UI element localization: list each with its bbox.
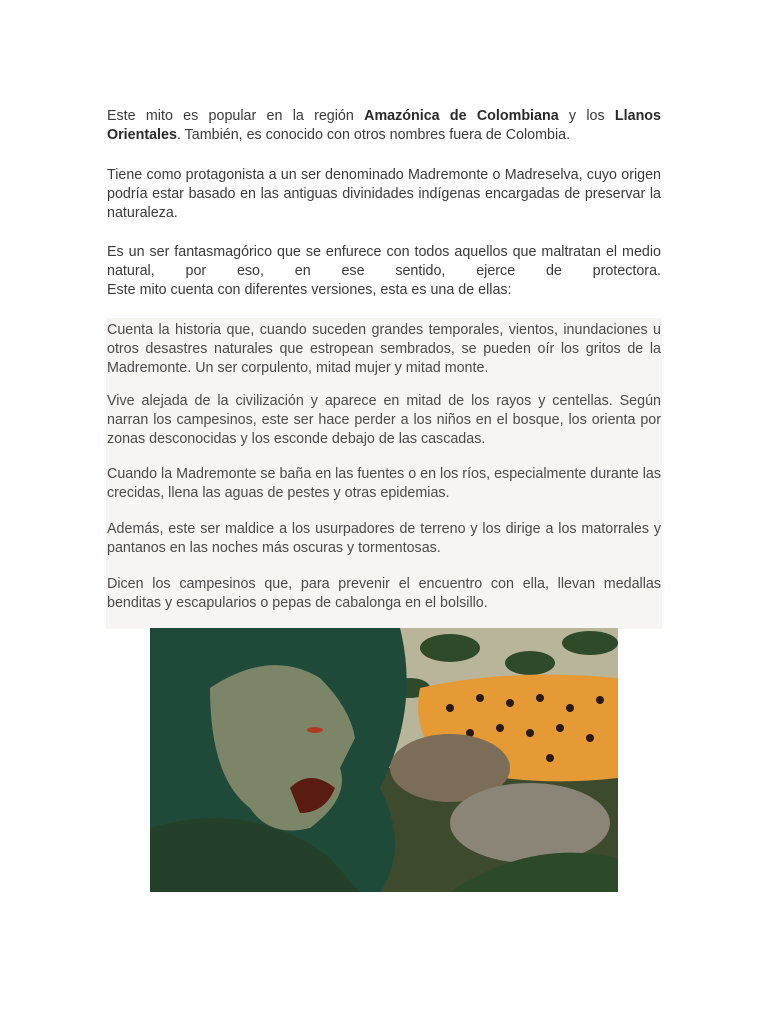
bold-region: Amazónica de Colombiana bbox=[364, 108, 559, 124]
story-paragraph: Cuando la Madremonte se baña en las fuentes o en los ríos, especialmente durante las crecidas, llena las aguas de pestes y otras epidemias. bbox=[107, 466, 661, 501]
intro-paragraph bbox=[107, 107, 661, 145]
story-paragraph: Cuenta la historia que, cuando suceden grandes temporales, vientos, inundaciones u otros desastres naturales que estropean sembrados, se pueden oír los gritos de la Madremonte. Un ser corpulento, mitad mujer y mitad monte. bbox=[107, 322, 661, 376]
text: y los bbox=[558, 108, 615, 124]
bold-llanos: Llanos Orientales bbox=[107, 108, 661, 143]
text: . También, es conocido con otros nombres fuera de Colombia. bbox=[176, 127, 571, 143]
story-paragraph: Vive alejada de la civilización y aparece en mitad de los rayos y centellas. Según narran los campesinos, este ser hace perder a los niños en el bosque, los orienta por zonas desconocidas y los esconde debajo de las cascadas. bbox=[107, 393, 661, 447]
text: Este mito es popular en la región bbox=[107, 108, 365, 124]
text: Este mito cuenta con diferentes versiones, esta es una de ellas: bbox=[107, 282, 512, 298]
story-paragraph: Dicen los campesinos que, para prevenir el encuentro con ella, llevan medallas benditas y escapularios o pepas de cabalonga en el bolsillo. bbox=[107, 576, 661, 611]
text: Es un ser fantasmagórico que se enfurece con todos aquellos que maltratan el medio natural, por eso, en ese sentido, ejerce de protectora. bbox=[107, 244, 661, 279]
protagonist-paragraph: Tiene como protagonista a un ser denominado Madremonte o Madreselva, cuyo origen podría estar basado en las antiguas divinidades indígenas encargadas de preservar la naturaleza. bbox=[107, 167, 661, 221]
madremonte-illustration bbox=[150, 628, 618, 892]
story-box bbox=[106, 318, 662, 629]
story-paragraph: Además, este ser maldice a los usurpadores de terreno y los dirige a los matorrales y pantanos en las noches más oscuras y tormentosas. bbox=[107, 521, 661, 556]
description-paragraph bbox=[107, 243, 661, 300]
